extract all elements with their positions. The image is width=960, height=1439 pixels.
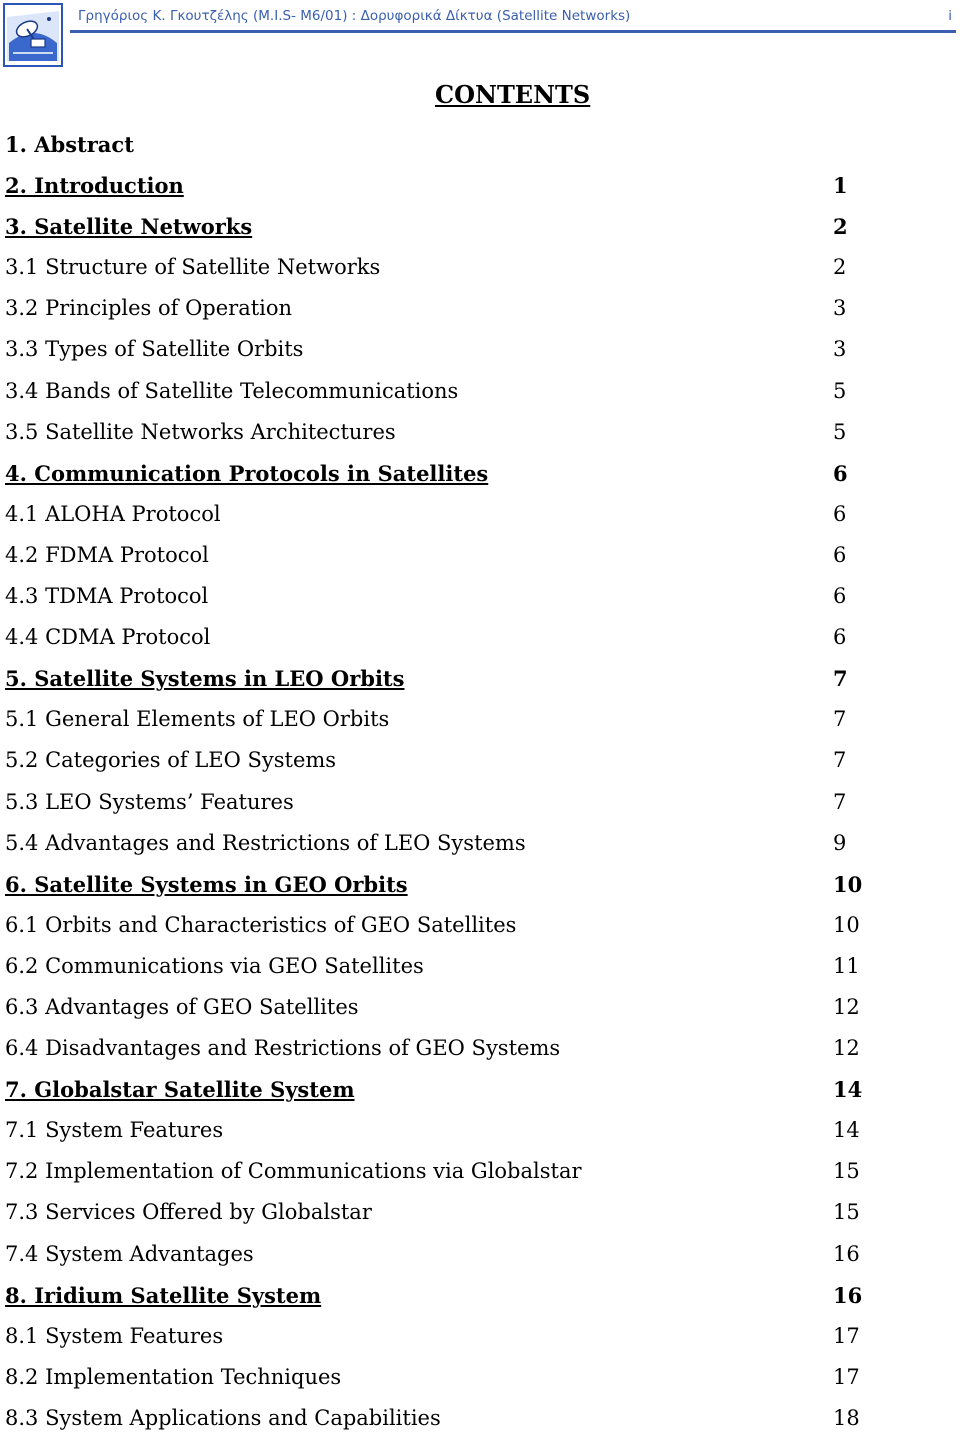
toc-entry (5, 1192, 885, 1233)
toc-entry-title: 6.1 Orbits and Characteristics of GEO Satellites (5, 912, 517, 937)
toc-entry (5, 823, 885, 864)
toc-entry-title: 6.4 Disadvantages and Restrictions of GEO Systems (5, 1036, 561, 1061)
toc-entry (5, 864, 885, 905)
toc-entry-title: 5.2 Categories of LEO Systems (5, 748, 337, 773)
toc-entry (5, 329, 885, 370)
toc-entry-page: 17 (833, 1323, 860, 1348)
toc-entry (5, 412, 885, 453)
toc-entry-title: 4.3 TDMA Protocol (5, 584, 209, 609)
toc-entry (5, 1357, 885, 1398)
toc-entry-page: 18 (833, 1405, 860, 1430)
header-title: Γρηγόριος Κ. Γκουτζέλης (M.I.S- M6/01) : Δορυφορικά Δίκτυα (Satellite Networks) (78, 8, 631, 24)
toc-entry (5, 124, 885, 165)
toc-entry (5, 494, 885, 535)
toc-entry-title: 4.1 ALOHA Protocol (5, 501, 221, 526)
toc-entry-page: 6 (833, 584, 847, 609)
toc-entry-page: 15 (833, 1200, 860, 1225)
toc-entry-title: 3.1 Structure of Satellite Networks (5, 255, 381, 280)
toc-entry-title: 5.4 Advantages and Restrictions of LEO Systems (5, 830, 526, 855)
toc-entry (5, 1316, 885, 1357)
toc-entry-title: 4.4 CDMA Protocol (5, 625, 211, 650)
toc-entry (5, 1151, 885, 1192)
toc-entry-page: 12 (833, 1036, 860, 1061)
toc-entry-title: 7. Globalstar Satellite System (5, 1077, 355, 1103)
toc-entry-title: 1. Abstract (5, 132, 134, 157)
toc-entry-page: 6 (833, 501, 847, 526)
toc-entry (5, 1234, 885, 1275)
toc-entry-page: 5 (833, 378, 847, 403)
toc-entry-page: 10 (833, 912, 860, 937)
header-page-marker: i (948, 8, 952, 24)
toc-entry (5, 535, 885, 576)
toc-entry-page: 10 (833, 871, 863, 897)
toc-entry-title: 7.2 Implementation of Communications via Globalstar (5, 1159, 582, 1184)
toc-entry (5, 658, 885, 699)
toc-entry-title: 7.3 Services Offered by Globalstar (5, 1200, 372, 1225)
toc-entry (5, 782, 885, 823)
toc-entry (5, 288, 885, 329)
toc-entry-page: 11 (833, 953, 860, 978)
toc-entry-page: 7 (833, 748, 847, 773)
toc-entry-title: 7.1 System Features (5, 1118, 224, 1143)
toc-entry-title: 8.3 System Applications and Capabilities (5, 1405, 441, 1430)
toc-entry-page: 14 (833, 1118, 860, 1143)
toc-entry-page: 6 (833, 460, 848, 486)
toc-entry-title: 8. Iridium Satellite System (5, 1282, 322, 1308)
toc-entry-title: 7.4 System Advantages (5, 1241, 254, 1266)
toc-entry-title: 6.3 Advantages of GEO Satellites (5, 994, 359, 1019)
toc-entry-page: 7 (833, 789, 847, 814)
toc-entry (5, 1028, 885, 1069)
toc-entry-page: 6 (833, 625, 847, 650)
toc-entry-title: 6. Satellite Systems in GEO Orbits (5, 871, 408, 897)
toc-entry-page: 9 (833, 830, 847, 855)
toc-entry-title: 4. Communication Protocols in Satellites (5, 460, 489, 486)
toc-entry-page: 14 (833, 1077, 863, 1103)
toc-entry-title: 5.3 LEO Systems’ Features (5, 789, 294, 814)
toc-entry-title: 8.1 System Features (5, 1323, 224, 1348)
toc-entry (5, 740, 885, 781)
toc-entry (5, 946, 885, 987)
toc-entry-page: 2 (833, 214, 848, 240)
toc-entry-page: 6 (833, 542, 847, 567)
toc-entry-title: 8.2 Implementation Techniques (5, 1364, 342, 1389)
toc-entry-title: 2. Introduction (5, 173, 184, 199)
toc-entry (5, 1110, 885, 1151)
toc-entry-page: 3 (833, 337, 847, 362)
toc-entry-page: 2 (833, 255, 847, 280)
satellite-dish-logo-icon (3, 3, 63, 67)
toc-entry-page: 15 (833, 1159, 860, 1184)
toc-entry-page: 16 (833, 1282, 863, 1308)
toc-entry (5, 165, 885, 206)
toc-entry-title: 6.2 Communications via GEO Satellites (5, 953, 424, 978)
header-divider (70, 30, 956, 33)
toc-entry-page: 7 (833, 666, 848, 692)
toc-entry-title: 3.3 Types of Satellite Orbits (5, 337, 304, 362)
toc-entry (5, 206, 885, 247)
toc-entry-title: 5.1 General Elements of LEO Orbits (5, 707, 390, 732)
toc-entry-title: 3. Satellite Networks (5, 214, 253, 240)
toc-entry-page: 3 (833, 296, 847, 321)
toc-entry (5, 1069, 885, 1110)
toc-entry (5, 617, 885, 658)
table-of-contents (5, 124, 885, 1439)
toc-entry-title: 5. Satellite Systems in LEO Orbits (5, 666, 405, 692)
toc-entry (5, 247, 885, 288)
page-header (0, 0, 960, 72)
toc-entry (5, 905, 885, 946)
toc-entry-title: 3.2 Principles of Operation (5, 296, 293, 321)
toc-entry (5, 699, 885, 740)
toc-entry-title: 3.5 Satellite Networks Architectures (5, 419, 396, 444)
toc-entry (5, 1398, 885, 1439)
toc-entry-page: 16 (833, 1241, 860, 1266)
toc-entry (5, 987, 885, 1028)
toc-entry-page: 1 (833, 173, 848, 199)
toc-entry (5, 371, 885, 412)
toc-entry-page: 5 (833, 419, 847, 444)
contents-heading: CONTENTS (435, 80, 591, 109)
toc-entry (5, 453, 885, 494)
toc-entry-page: 17 (833, 1364, 860, 1389)
toc-entry-title: 4.2 FDMA Protocol (5, 542, 209, 567)
toc-entry-page: 12 (833, 994, 860, 1019)
toc-entry (5, 576, 885, 617)
toc-entry-page: 7 (833, 707, 847, 732)
toc-entry-title: 3.4 Bands of Satellite Telecommunications (5, 378, 459, 403)
toc-entry (5, 1275, 885, 1316)
